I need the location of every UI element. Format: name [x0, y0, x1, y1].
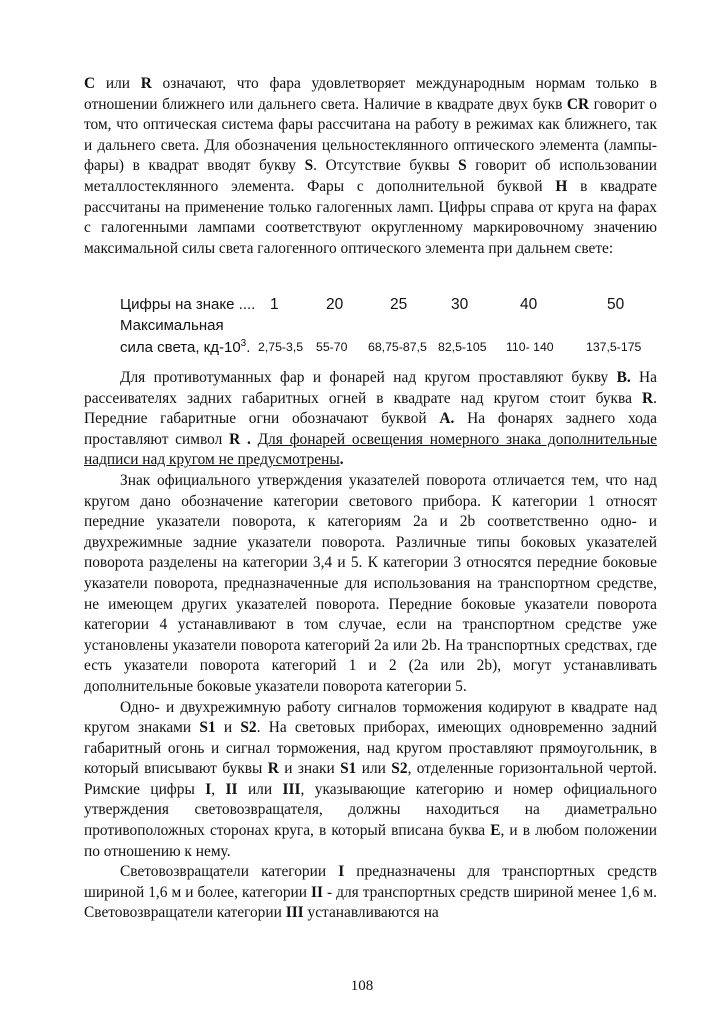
bold-text-run: R: [140, 75, 152, 92]
table-digit: 25: [390, 296, 408, 313]
text-run: или: [356, 760, 392, 778]
text-run: На фонарях заднего хода проставляют символ: [84, 410, 657, 448]
text-run: [251, 431, 258, 448]
bold-text-run: III: [282, 780, 301, 798]
bold-text-run: III: [285, 904, 304, 922]
table-intensity-value: 137,5-175: [586, 340, 642, 354]
paragraph-retroreflectors: [84, 862, 657, 924]
bold-text-run: S: [458, 157, 467, 175]
text-run: Световозвращатели категории: [120, 863, 339, 881]
table-intensity-value: 68,75-87,5: [368, 340, 427, 354]
text-run: , отделенные горизонтальной чертой. Римские цифры: [84, 760, 657, 798]
text-run: говорит о том, что оптическая система фары рассчитана на работу в режимах как ближнего, так и дальнего света. Для обозначения цельностеклянного оптического элемента (лампы-фары) в квадрат вводят букву: [84, 95, 657, 175]
text-run: означают, что фара удовлетворяет международным нормам только в отношении ближнего или дальнего света. Наличие в квадрате двух букв: [84, 75, 657, 113]
bold-text-run: R .: [229, 430, 251, 448]
text-run: или: [237, 780, 283, 798]
intensity-unit: сила света, кд-10: [120, 339, 241, 356]
paragraph-turn-indicators: [84, 471, 657, 698]
bold-text-run: B.: [616, 369, 631, 386]
bold-text-run: R: [642, 389, 654, 407]
text-run: , указывающие категорию и номер официального утверждения световозвращателя, должны находиться на диаметрально противоположных сторонах круга, в который вписана буква: [84, 780, 657, 840]
bold-text-run: S2: [240, 719, 257, 737]
table-intensity-value: 55-70: [316, 340, 348, 354]
intensity-dot: .: [246, 339, 251, 356]
text-run: Для противотуманных фар и фонарей над кругом проставляют букву: [120, 369, 617, 386]
table-intensity-value: 2,75-3,5: [258, 340, 304, 354]
table-label-max: Максимальная: [120, 317, 224, 334]
text-run: . Передние габаритные огни обозначают буквой: [84, 389, 657, 428]
bold-text-run: I: [205, 780, 212, 798]
luminous-intensity-table: [120, 296, 660, 359]
table-digit: 30: [451, 296, 469, 313]
bold-text-run: II: [311, 883, 323, 901]
table-intensity-value: 82,5-105: [438, 340, 487, 354]
text-run: устанавливаются на: [303, 904, 439, 922]
bold-text-run: R: [267, 760, 279, 778]
table-intensity-value: 110- 140: [506, 340, 554, 354]
bold-text-run: S: [304, 157, 314, 175]
underlined-text-run: Для фонарей освещения номерного знака дополнительные надписи над кругом не предусмотрены: [84, 430, 657, 469]
text-run: Одно- и двухрежимную работу сигналов торможения кодируют в квадрате над кругом знаками: [84, 698, 657, 737]
text-run: - для транспортных средств шириной менее 1,6 м. Световозвращатели категории: [84, 883, 657, 922]
text-run: На рассеивателях задних габаритных огней в квадрате над кругом стоит буква: [84, 369, 657, 407]
text-run: ,: [211, 780, 226, 798]
table-label-intensity: [120, 338, 250, 356]
bold-text-run: E: [490, 822, 501, 840]
table-row-intensity: [120, 338, 660, 359]
text-run: предназначены для транспортных средств шириной 1,6 м и более, категории: [84, 863, 658, 901]
bold-text-run: II: [225, 780, 238, 798]
text-run: , и в любом положении по отношению к нему.: [84, 822, 657, 860]
bold-text-run: C: [84, 75, 96, 92]
table-row-max-label: [120, 317, 660, 338]
paragraph-fog-and-position-lamps: [84, 368, 657, 471]
bold-text-run: S2: [391, 760, 408, 778]
table-digit: 20: [326, 296, 344, 313]
table-row-sign-digits: [120, 296, 660, 317]
text-run: и знаки: [278, 760, 341, 778]
bold-text-run: A.: [439, 410, 455, 428]
page-number: 108: [350, 978, 374, 994]
intensity-exponent: 3: [240, 338, 247, 349]
text-run: . На световых приборах, имеющих одновременно задний габаритный огонь и сигнал торможения, над кругом проставляют прямоугольник, в который вписывают буквы: [84, 719, 657, 778]
text-run: в квадрате рассчитаны на применение только галогенных ламп. Цифры справа от круга на фарах с галогенными лампами соответствуют округленному маркировочному значению максимальной силы света галогенного оптического элемента при дальнем свете:: [84, 177, 657, 257]
bold-text-run: .: [339, 451, 344, 469]
text-run: . Отсутствие буквы: [313, 157, 459, 175]
table-digit: 40: [520, 296, 538, 313]
text-run: и: [215, 719, 241, 737]
bold-text-run: S1: [199, 719, 216, 737]
text-block-bottom: [84, 368, 657, 924]
text-run: или: [95, 75, 141, 92]
table-digit: 50: [607, 296, 625, 313]
table-digit: 1: [270, 296, 279, 313]
text-run: говорит об использовании металлостеклянного элемента. Фары с дополнительной буквой: [84, 157, 657, 195]
paragraph-headlamp-markings: [84, 74, 657, 259]
bold-text-run: H: [555, 177, 568, 195]
bold-text-run: CR: [566, 95, 590, 113]
paragraph-stop-signals: [84, 698, 657, 863]
table-label-digits: Цифры на знаке ....: [120, 296, 256, 313]
bold-text-run: S1: [340, 760, 357, 778]
text-run: Знак официального утверждения указателей поворота отличается тем, что над кругом дано обозначение категории светового прибора. К категории 1 относят передние указатели поворота, к категориям 2а и 2b соответственно одно- и двухрежимные задние указатели поворота. Различные типы боковых указателей поворота разделены на категории 3,4 и 5. К категории 3 относятся передние боковые указатели поворота, предназначенные для использования на транспортном средстве, не имеющем других указателей поворота. Передние боковые указатели поворота категории 4 устанавливают в том случае, если на транспортном средстве уже установлены указатели поворота категорий 2а или 2b. На транспортных средствах, где есть указатели поворота категорий 1 и 2 (2а или 2b), могут устанавливать дополнительные боковые указатели поворота категории 5.: [84, 471, 657, 695]
text-block-top: [84, 74, 657, 259]
bold-text-run: I: [338, 863, 345, 881]
